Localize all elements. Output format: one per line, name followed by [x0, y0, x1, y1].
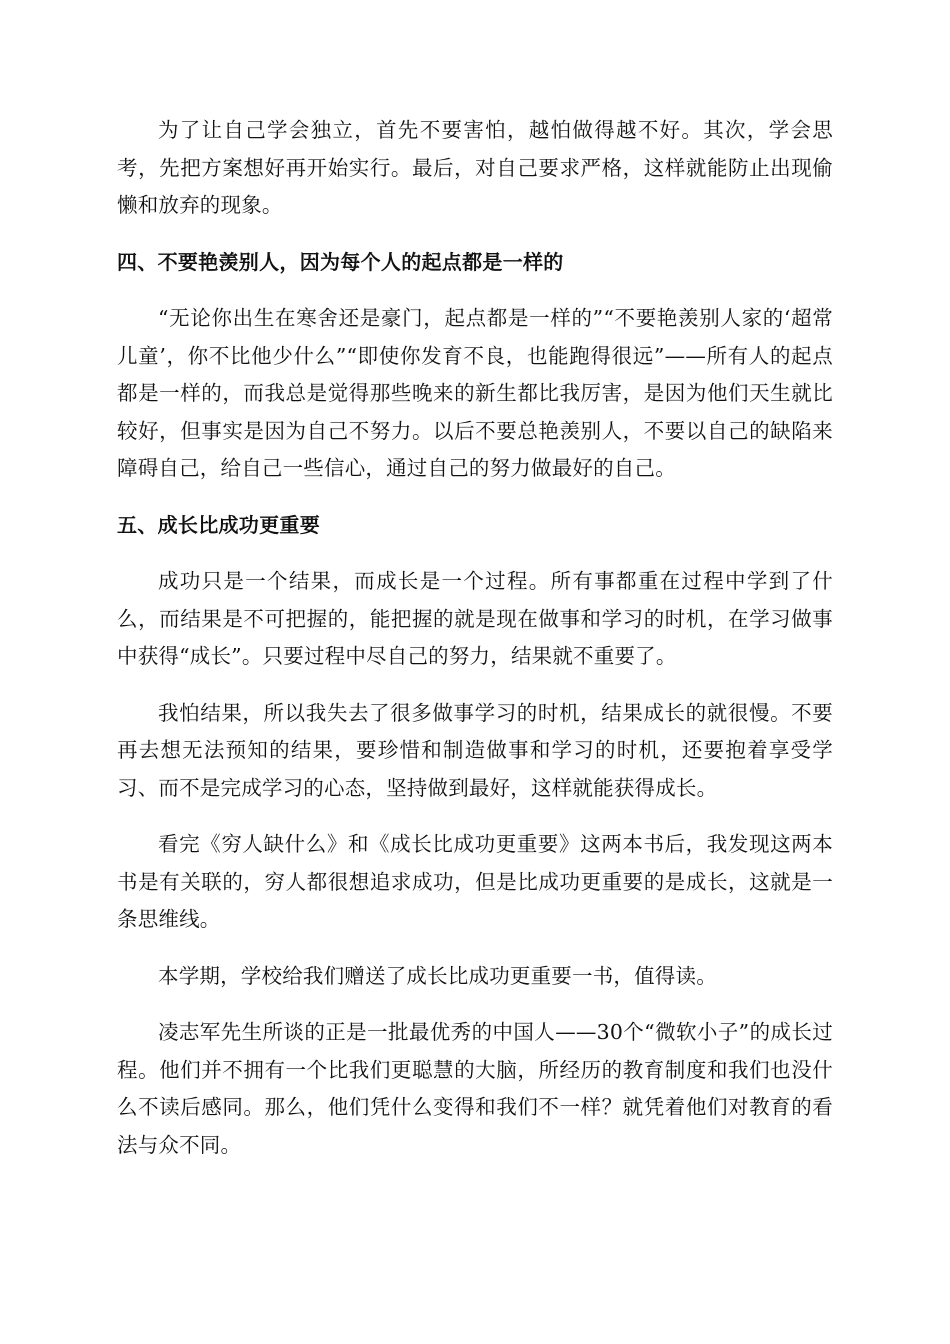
paragraph-growth-process: 成功只是一个结果，而成长是一个过程。所有事都重在过程中学到了什么，而结果是不可把握的，能把握的就是现在做事和学习的时机，在学习做事中获得“成长”。只要过程中尽自己的努力，结果就不重要了。 [117, 569, 833, 668]
paragraph-independence: 为了让自己学会独立，首先不要害怕，越怕做得越不好。其次，学会思考，先把方案想好再开始实行。最后，对自己要求严格，这样就能防止出现偷懒和放弃的现象。 [117, 118, 833, 217]
paragraph-microsoft-kids: 凌志军先生所谈的正是一批最优秀的中国人——30个“微软小子”的成长过程。他们并不拥有一个比我们更聪慧的大脑，所经历的教育制度和我们也没什么不读后感同。那么，他们凭什么变得和我们不一样？就凭着他们对教育的看法与众不同。 [117, 1020, 833, 1157]
section-heading-five: 五、成长比成功更重要 [117, 512, 320, 537]
document-page [117, 112, 833, 1183]
paragraph-starting-point: “无论你出生在寒舍还是豪门，起点都是一样的”“不要艳羡别人家的‘超常儿童’，你不比他少什么”“即使你发育不良，也能跑得很远”——所有人的起点都是一样的，而我总是觉得那些晚来的新生都比我厉害，是因为他们天生就比较好，但事实是因为自己不努力。以后不要总艳羡别人，不要以自己的缺陷来障碍自己，给自己一些信心，通过自己的努力做最好的自己。 [117, 306, 833, 480]
paragraph-fear-of-results: 我怕结果，所以我失去了很多做事学习的时机，结果成长的就很慢。不要再去想无法预知的结果，要珍惜和制造做事和学习的时机，还要抱着享受学习、而不是完成学习的心态，坚持做到最好，这样就能获得成长。 [117, 700, 833, 800]
paragraph-school-gift: 本学期，学校给我们赠送了成长比成功更重要一书，值得读。 [158, 963, 717, 988]
section-heading-four: 四、不要艳羡别人，因为每个人的起点都是一样的 [117, 249, 564, 274]
paragraph-two-books: 看完《穷人缺什么》和《成长比成功更重要》这两本书后，我发现这两本书是有关联的，穷人都很想追求成功，但是比成功更重要的是成长，这就是一条思维线。 [117, 832, 833, 931]
